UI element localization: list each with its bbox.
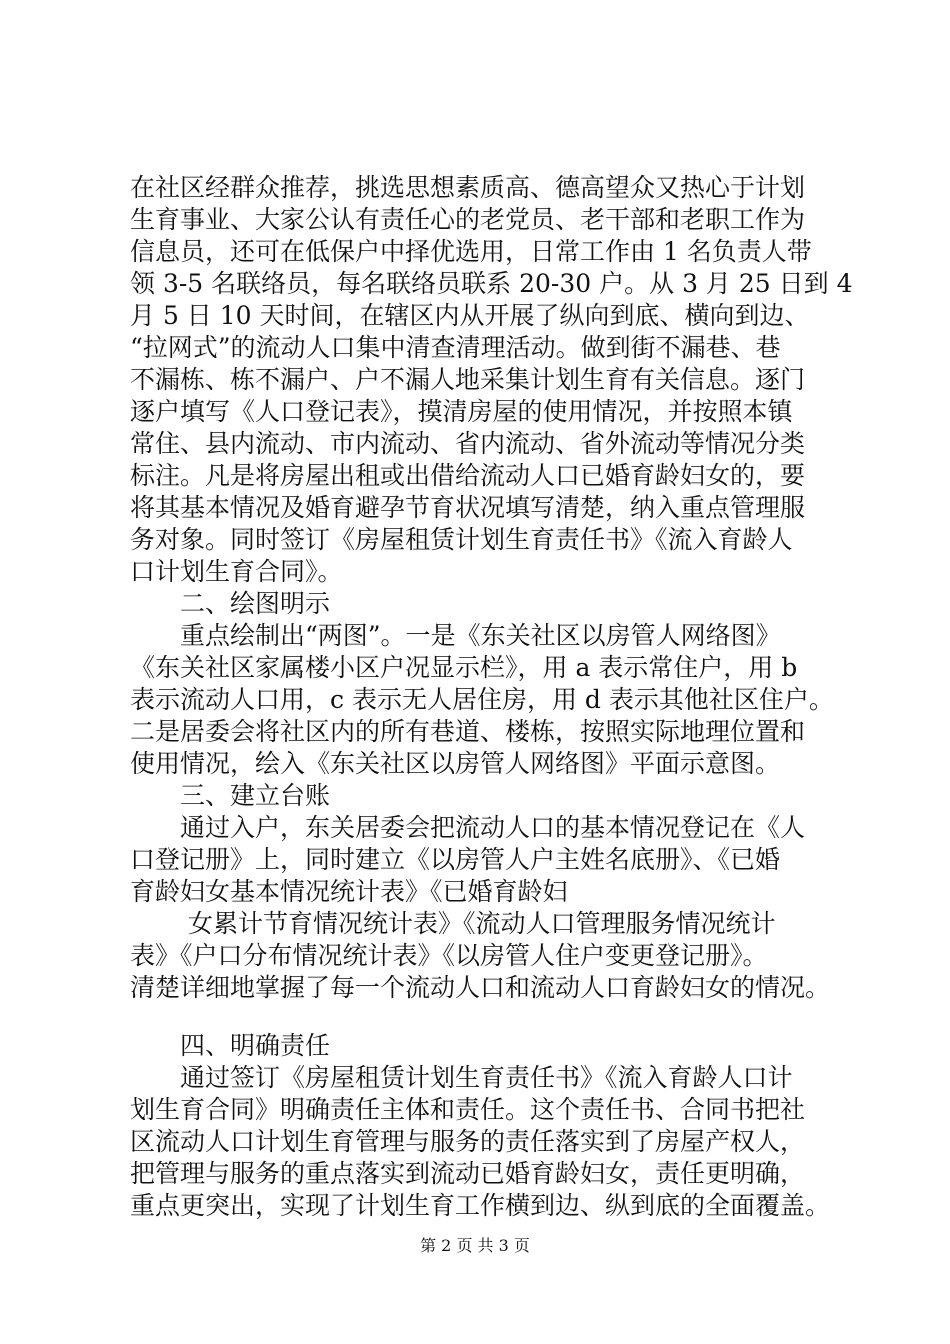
body-line: 《东关社区家属楼小区户况显示栏》，用 a 表示常住户，用 b xyxy=(130,653,798,682)
body-line: 二是居委会将社区内的所有巷道、楼栋，按照实际地理位置和 xyxy=(130,717,806,746)
body-line: 重点更突出，实现了计划生育工作横到边、纵到底的全面覆盖。 xyxy=(130,1191,831,1220)
body-line: “拉网式”的流动人口集中清查清理活动。做到街不漏巷、巷 xyxy=(130,333,781,362)
body-line: 将其基本情况及婚育避孕节育状况填写清楚，纳入重点管理服 xyxy=(130,493,806,522)
body-line: 区流动人口计划生育管理与服务的责任落实到了房屋产权人， xyxy=(130,1127,806,1156)
body-line: 生育事业、大家公认有责任心的老党员、老干部和老职工作为 xyxy=(130,205,806,234)
body-line: 重点绘制出“两图”。一是《东关社区以房管人网络图》 xyxy=(130,621,781,650)
body-line: 在社区经群众推荐，挑选思想素质高、德高望众又热心于计划 xyxy=(130,173,806,202)
body-line: 标注。凡是将房屋出租或出借给流动人口已婚育龄妇女的，要 xyxy=(130,461,806,490)
body-line: 育龄妇女基本情况统计表》《已婚育龄妇 xyxy=(130,877,568,906)
page-footer xyxy=(0,1236,950,1256)
body-line: 口登记册》上，同时建立《以房管人户主姓名底册》、《已婚 xyxy=(130,845,781,874)
section-heading: 三、建立台账 xyxy=(130,781,331,810)
body-line: 划生育合同》明确责任主体和责任。这个责任书、合同书把社 xyxy=(130,1095,806,1124)
section-heading: 二、绘图明示 xyxy=(130,589,331,618)
body-line: 信息员，还可在低保户中择优选用，日常工作由 1 名负责人带 xyxy=(130,237,812,266)
body-line: 把管理与服务的重点落实到流动已婚育龄妇女，责任更明确， xyxy=(130,1159,806,1188)
body-line: 逐户填写《人口登记表》，摸清房屋的使用情况，并按照本镇 xyxy=(130,397,793,426)
body-line: 使用情况，绘入《东关社区以房管人网络图》平面示意图。 xyxy=(130,749,781,778)
body-line: 女累计节育情况统计表》《流动人口管理服务情况统计 xyxy=(130,909,776,938)
body-line: 通过入户，东关居委会把流动人口的基本情况登记在《人 xyxy=(130,813,806,842)
body-line: 通过签订《房屋租赁计划生育责任书》《流入育龄人口计 xyxy=(130,1063,793,1092)
page-number: 第 2 页 共 3 页 xyxy=(420,1236,530,1255)
body-line: 常住、县内流动、市内流动、省内流动、省外流动等情况分类 xyxy=(130,429,806,458)
blank-line xyxy=(130,1004,850,1030)
body-line: 口计划生育合同》。 xyxy=(130,557,343,586)
body-line: 月 5 日 10 天时间，在辖区内从开展了纵向到底、横向到边、 xyxy=(130,301,810,330)
body-line: 清楚详细地掌握了每一个流动人口和流动人口育龄妇女的情况。 xyxy=(130,973,831,1002)
section-heading: 四、明确责任 xyxy=(130,1031,331,1060)
body-line: 不漏栋、栋不漏户、户不漏人地采集计划生育有关信息。逐门 xyxy=(130,365,806,394)
body-line: 务对象。同时签订《房屋租赁计划生育责任书》《流入育龄人 xyxy=(130,525,793,554)
body-line: 表示流动人口用，c 表示无人居住房，用 d 表示其他社区住户。 xyxy=(130,685,834,714)
body-line: 领 3-5 名联络员，每名联络员联系 20-30 户。从 3 月 25 日到 4 xyxy=(130,269,853,298)
body-line: 表》《户口分布情况统计表》《以房管人住户变更登记册》。 xyxy=(130,941,768,970)
document-body xyxy=(130,172,853,1222)
